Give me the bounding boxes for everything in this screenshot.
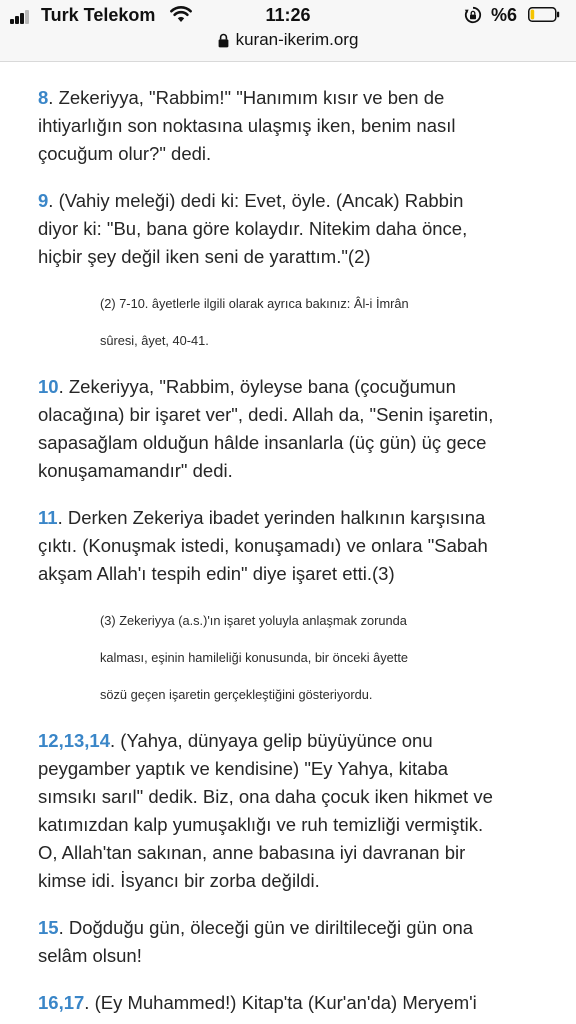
verse-line: O, Allah'tan sakınan, anne babasına iyi davranan bir bbox=[38, 842, 466, 863]
verse-line: akşam Allah'ı tespih edin" diye işaret etti.(3) bbox=[38, 563, 395, 584]
verse-line: Zekeriyya, "Rabbim!" "Hanımım kısır ve ben de bbox=[58, 87, 445, 108]
verse-15 bbox=[38, 914, 542, 970]
verse-line: Doğduğu gün, öleceği gün ve diriltileceği gün ona bbox=[68, 917, 474, 938]
verse-line: konuşamamandır" dedi. bbox=[38, 460, 233, 481]
verse-number[interactable]: 16,17 bbox=[38, 992, 85, 1013]
verse-number-dot: . bbox=[110, 730, 121, 751]
verse-list bbox=[38, 84, 542, 1017]
verse-number-dot: . bbox=[57, 507, 68, 528]
footnote-line: sözü geçen işaretin gerçekleştiğini gösteriyordu. bbox=[100, 687, 373, 702]
status-time: 11:26 bbox=[265, 5, 311, 25]
verse-9 bbox=[38, 187, 542, 271]
verse-line: Zekeriyya, "Rabbim, öyleyse bana (çocuğumun bbox=[68, 376, 456, 397]
verse-8 bbox=[38, 84, 542, 168]
status-bar bbox=[0, 0, 576, 30]
verse-line: olacağına) bir işaret ver", dedi. Allah da, "Senin işaretin, bbox=[38, 404, 494, 425]
verse-16-17 bbox=[38, 989, 542, 1017]
verse-line: hiçbir şey değil iken seni de yarattım."(2) bbox=[38, 246, 371, 267]
verse-12-14 bbox=[38, 727, 542, 895]
verse-number[interactable]: 15 bbox=[38, 917, 59, 938]
verse-line: çıktı. (Konuşmak istedi, konuşamadı) ve onlara "Sabah bbox=[38, 535, 488, 556]
lock-icon bbox=[218, 33, 229, 48]
verse-10 bbox=[38, 373, 542, 485]
footnote-3 bbox=[100, 602, 542, 713]
verse-number[interactable]: 9 bbox=[38, 190, 49, 211]
verse-number-dot: . bbox=[48, 190, 59, 211]
verse-number-dot: . bbox=[84, 992, 95, 1013]
verse-line: (Yahya, dünyaya gelip büyüyünce onu bbox=[120, 730, 433, 751]
browser-top-bar bbox=[0, 0, 576, 62]
verse-line: kimse idi. İsyancı bir zorba değildi. bbox=[38, 870, 320, 891]
url-text[interactable]: kuran-ikerim.org bbox=[235, 30, 359, 49]
footnote-line: sûresi, âyet, 40-41. bbox=[100, 333, 209, 348]
verse-line: sapasağlam olduğun hâlde insanlarla (üç gün) üç gece bbox=[38, 432, 487, 453]
footnote-2 bbox=[100, 285, 542, 359]
verse-line: peygamber yaptık ve kendisine) "Ey Yahya, kitaba bbox=[38, 758, 449, 779]
verse-line: (Vahiy meleği) dedi ki: Evet, öyle. (Ancak) Rabbin bbox=[58, 190, 464, 211]
carrier-name: Turk Telekom bbox=[41, 5, 156, 25]
verse-line: ihtiyarlığın son noktasına ulaşmış iken, benim nasıl bbox=[38, 115, 456, 136]
verse-number[interactable]: 11 bbox=[38, 507, 58, 528]
rotation-lock-icon bbox=[464, 6, 482, 24]
footnote-line: kalması, eşinin hamileliği konusunda, bir önceki âyette bbox=[100, 650, 409, 665]
verse-line: (Ey Muhammed!) Kitap'ta (Kur'an'da) Meryem'i bbox=[94, 992, 477, 1013]
verse-line: Derken Zekeriya ibadet yerinden halkının karşısına bbox=[67, 507, 486, 528]
address-bar[interactable] bbox=[0, 30, 576, 56]
verse-number[interactable]: 10 bbox=[38, 376, 59, 397]
battery-percent: %6 bbox=[491, 5, 518, 25]
footnote-line: (2) 7-10. âyetlerle ilgili olarak ayrıca bakınız: Âl-i İmrân bbox=[100, 296, 409, 311]
verse-line: sımsıkı sarıl" dedik. Biz, ona daha çocuk iken hikmet ve bbox=[38, 786, 493, 807]
verse-line: çocuğum olur?" dedi. bbox=[38, 143, 212, 164]
verse-number-dot: . bbox=[48, 87, 59, 108]
verse-number-dot: . bbox=[58, 917, 69, 938]
footnote-line: (3) Zekeriyya (a.s.)'ın işaret yoluyla anlaşmak zorunda bbox=[100, 613, 407, 628]
verse-line: diyor ki: "Bu, bana göre kolaydır. Nitekim daha önce, bbox=[38, 218, 468, 239]
verse-number[interactable]: 12,13,14 bbox=[38, 730, 111, 751]
verse-line: katımızdan kalp yumuşaklığı ve ruh temizliği vermiştik. bbox=[38, 814, 484, 835]
verse-number[interactable]: 8 bbox=[38, 87, 49, 108]
verse-11 bbox=[38, 504, 542, 588]
battery-icon bbox=[528, 7, 560, 22]
verse-number-dot: . bbox=[58, 376, 69, 397]
verse-line: selâm olsun! bbox=[38, 945, 142, 966]
